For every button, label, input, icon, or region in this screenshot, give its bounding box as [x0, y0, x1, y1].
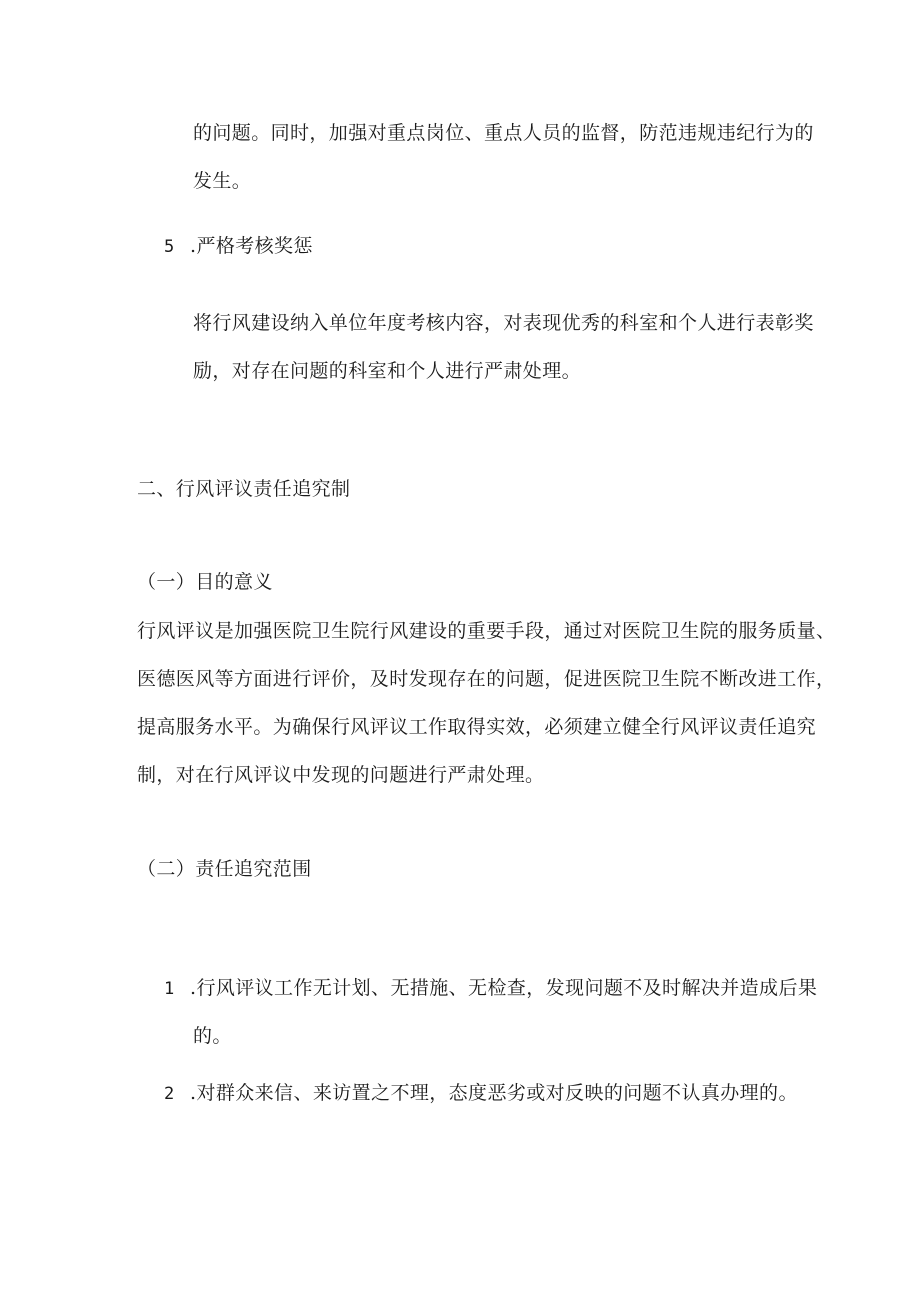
list-item-heading [164, 234, 313, 259]
section-heading: 二、行风评议责任追究制 [137, 478, 351, 500]
list-item [164, 1081, 798, 1106]
paragraph-line: 行风评议是加强医院卫生院行风建设的重要手段，通过对医院卫生院的服务质量、 [137, 620, 836, 642]
list-number: 5 [164, 237, 175, 257]
subsection-heading: （一）目的意义 [137, 571, 273, 593]
list-number: 1 [164, 979, 175, 999]
paragraph-line: 制，对在行风评议中发现的问题进行严肃处理。 [137, 764, 545, 786]
paragraph-line: 医德医风等方面进行评价，及时发现存在的问题，促进医院卫生院不断改进工作， [137, 668, 836, 690]
paragraph-line: 的。 [193, 1025, 232, 1047]
list-item-text: .对群众来信、来访置之不理，态度恶劣或对反映的问题不认真办理的。 [190, 1082, 798, 1104]
paragraph-line: 励，对存在问题的科室和个人进行严肃处理。 [193, 360, 582, 382]
list-number: 2 [164, 1084, 175, 1104]
paragraph-line: 发生。 [193, 170, 252, 192]
subsection-heading: （二）责任追究范围 [137, 858, 312, 880]
paragraph-line: 将行风建设纳入单位年度考核内容，对表现优秀的科室和个人进行表彰奖 [193, 312, 814, 334]
paragraph-line: 的问题。同时，加强对重点岗位、重点人员的监督，防范违规违纪行为的 [193, 122, 814, 144]
list-item-text: .行风评议工作无计划、无措施、无检查，发现问题不及时解决并造成后果 [190, 977, 818, 999]
paragraph-line: 提高服务水平。为确保行风评议工作取得实效，必须建立健全行风评议责任追究 [137, 716, 817, 738]
list-item [164, 976, 817, 1001]
list-item-title: .严格考核奖惩 [190, 235, 313, 257]
